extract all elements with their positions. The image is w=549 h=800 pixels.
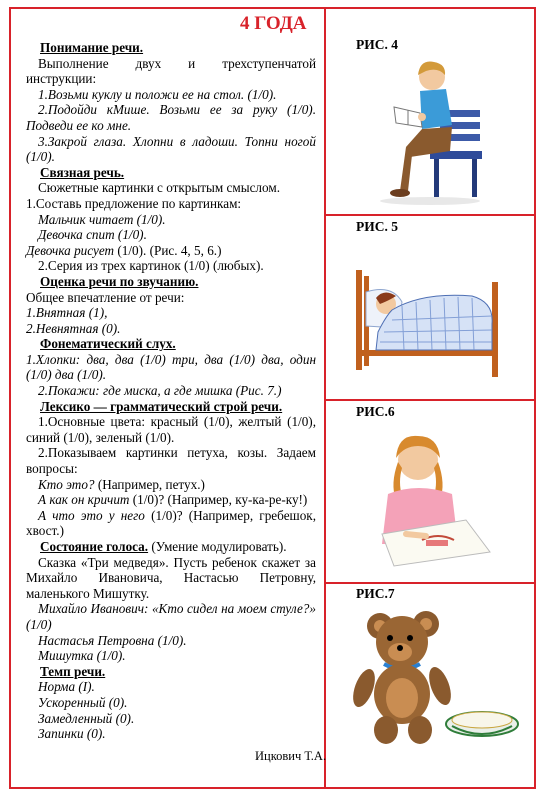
column-divider xyxy=(324,7,326,789)
paragraph: 2.Покажи: где миска, а где мишка (Рис. 7.) xyxy=(38,383,282,399)
heading-note: (Умение модулировать). xyxy=(148,539,287,554)
section-heading: Состояние голоса. xyxy=(40,539,149,554)
paragraph: 1.Составь предложение по картинкам: xyxy=(26,195,242,211)
paragraph: Сказка «Три медведя». Пусть ребенок скажет за Михайло Ивановича, Настасью Петровну, маленького Мишутку. xyxy=(26,554,316,601)
paragraph: 1.Хлопки: два, два (1/0) три, два (1/0) два, один (1/0) два (1/0). xyxy=(26,351,316,383)
question-line xyxy=(26,508,316,539)
question-line xyxy=(26,477,316,493)
section-heading: Фонематический слух. xyxy=(40,336,176,352)
list-item: Норма (I). xyxy=(38,679,95,695)
question-note: (1/0)? (Например, гребешок, хвост.) xyxy=(26,507,316,539)
paragraph: 1.Основные цвета: красный (1/0), желтый (1/0), синий (1/0), зеленый (1/0). xyxy=(26,414,316,445)
figure-label: РИС. 5 xyxy=(356,219,398,234)
figure-separator xyxy=(324,399,536,401)
list-item: Мальчик читает (1/0). xyxy=(38,211,166,227)
list-item: 1.Внятная (1), xyxy=(26,305,108,321)
page-title: 4 ГОДА xyxy=(240,13,307,34)
question-line xyxy=(26,492,316,508)
section-heading: Темп речи. xyxy=(40,663,106,679)
figure-separator xyxy=(324,214,536,216)
figure-label: РИС. 4 xyxy=(356,37,398,52)
paragraph: 2.Серия из трех картинок (1/0) (любых). xyxy=(38,258,264,274)
list-item-italic: Девочка рисует xyxy=(26,242,115,258)
boy-reading-illustration xyxy=(360,55,490,205)
figure-label: РИС.6 xyxy=(356,404,395,419)
list-item xyxy=(26,243,316,259)
question-note: (1/0)? (Например, ку-ка-ре-ку!) xyxy=(129,492,308,508)
paragraph: Сюжетные картинки с открытым смыслом. xyxy=(38,180,280,196)
girl-drawing-illustration xyxy=(366,424,496,574)
paragraph: Выполнение двух и трехступенчатой инструкции: xyxy=(26,55,316,87)
list-item: 2.Невнятная (0). xyxy=(26,320,121,336)
section-heading: Понимание речи. xyxy=(40,40,144,55)
list-item: Запинки (0). xyxy=(38,726,106,742)
question-note: (Например, петух.) xyxy=(94,476,205,492)
instruction-line: 1.Возьми куклу и положи ее на стол. (1/0). xyxy=(38,86,277,102)
list-item: Настасья Петровна (1/0). xyxy=(38,632,187,648)
question: А как он кричит xyxy=(38,492,130,508)
instruction-line: 2.Подойди кMише. Возьми ее за руку (1/0). Подведи ее ко мне. xyxy=(26,102,316,133)
author-signature: Ицкович Т.А. xyxy=(255,749,327,763)
list-item: Мишутка (1/0). xyxy=(38,648,126,664)
instruction-line: 3.Закрой глаза. Хлопни в ладоши. Топни ногой (1/0). xyxy=(26,133,316,165)
list-item-text: (1/0). (Рис. 4, 5, 6.) xyxy=(114,242,222,258)
bear-and-bowl-illustration xyxy=(342,602,522,752)
figure-label: РИС.7 xyxy=(356,586,395,601)
text-column xyxy=(26,40,316,742)
paragraph: 2.Показываем картинки петуха, козы. Задаем вопросы: xyxy=(26,445,316,477)
list-item: Ускоренный (0). xyxy=(38,694,128,710)
figure-separator xyxy=(324,582,536,584)
paragraph: Общее впечатление от речи: xyxy=(26,289,185,305)
section-heading: Лексико — грамматический строй речи. xyxy=(40,398,283,414)
girl-sleeping-illustration xyxy=(352,262,507,382)
question: Кто это? xyxy=(38,476,95,492)
section-heading-line xyxy=(26,539,316,555)
section-heading: Оценка речи по звучанию. xyxy=(40,273,199,289)
paragraph: Михайло Иванович: «Кто сидел на моем стуле?» (1/0) xyxy=(26,601,316,632)
question: А что это у него xyxy=(38,507,145,523)
section-heading: Связная речь. xyxy=(40,164,125,180)
list-item: Девочка спит (1/0). xyxy=(38,227,147,243)
list-item: Замедленный (0). xyxy=(38,710,135,726)
